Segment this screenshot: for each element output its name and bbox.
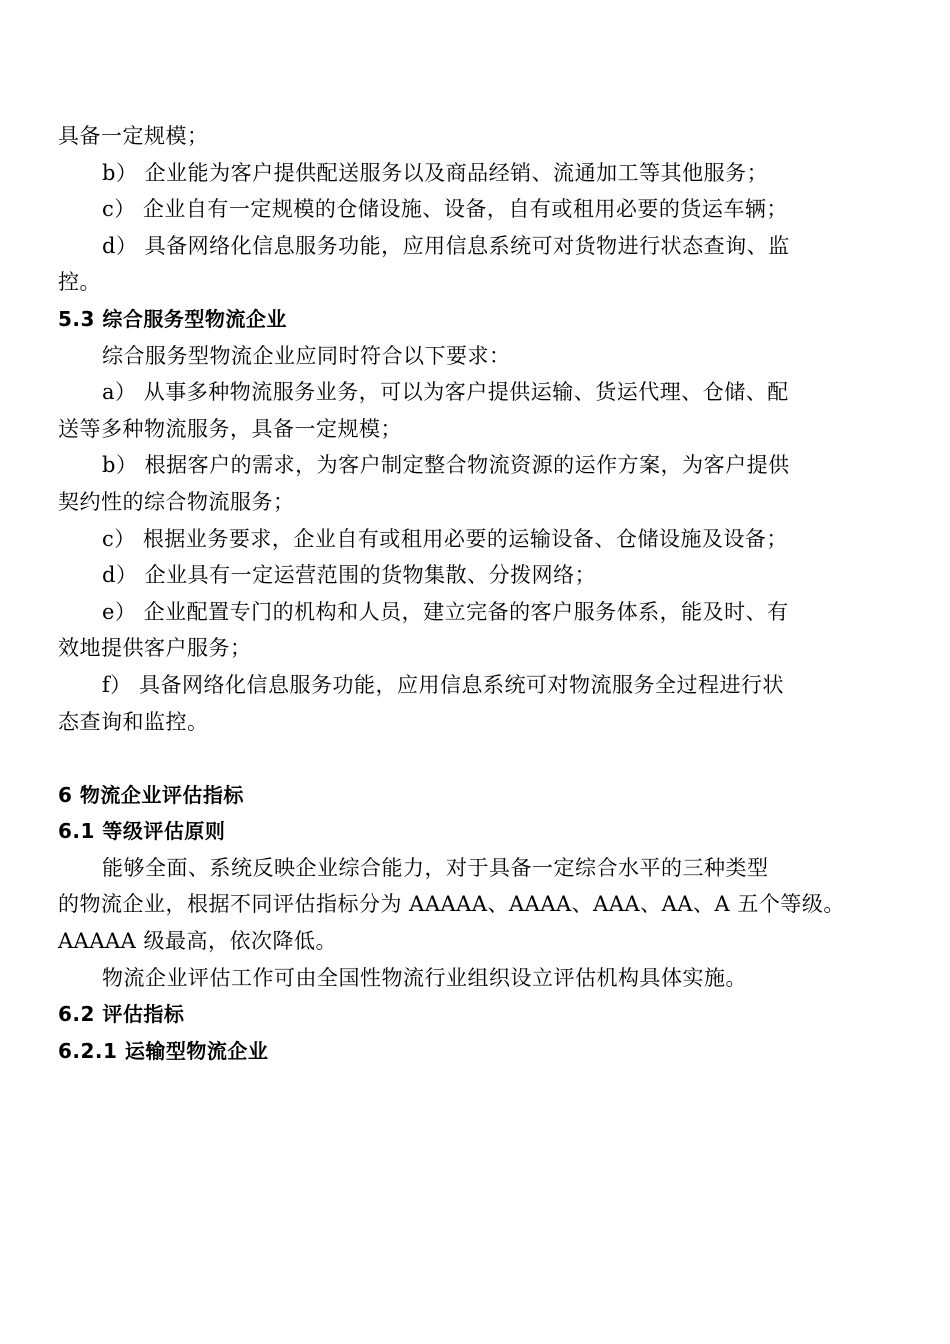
list-item-b: b） 企业能为客户提供配送服务以及商品经销、流通加工等其他服务；: [102, 160, 769, 185]
paragraph-line: AAAAA 级最高，依次降低。: [58, 929, 338, 954]
list-item-e: e） 企业配置专门的机构和人员，建立完备的客户服务体系，能及时、有: [102, 599, 789, 624]
paragraph-line: 物流企业评估工作可由全国性物流行业组织设立评估机构具体实施。: [102, 965, 747, 990]
paragraph-line: 具备一定规模；: [58, 124, 209, 148]
paragraph-line: 综合服务型物流企业应同时符合以下要求：: [102, 343, 511, 368]
section-heading-6-2: 6.2 评估指标: [58, 1002, 185, 1027]
section-heading-6: 6 物流企业评估指标: [58, 782, 244, 807]
list-item-a: a） 从事多种物流服务业务，可以为客户提供运输、货运代理、仓储、配: [102, 380, 789, 405]
section-heading-5-3: 5.3 综合服务型物流企业: [58, 306, 287, 331]
list-item-b: b） 根据客户的需求，为客户制定整合物流资源的运作方案，为客户提供: [102, 453, 790, 478]
blank-line: [58, 740, 838, 777]
list-item-c: c） 根据业务要求，企业自有或租用必要的运输设备、仓储设施及设备；: [102, 526, 788, 551]
paragraph-line: 控。: [58, 270, 101, 295]
list-item-c: c） 企业自有一定规模的仓储设施、设备，自有或租用必要的货运车辆；: [102, 197, 788, 222]
paragraph-line: 能够全面、系统反映企业综合能力，对于具备一定综合水平的三种类型: [102, 855, 769, 880]
paragraph-line: 态查询和监控。: [58, 709, 209, 734]
section-heading-6-1: 6.1 等级评估原则: [58, 819, 226, 844]
paragraph-line: 的物流企业，根据不同评估指标分为 AAAAA、AAAA、AAA、AA、A 五个等级。: [58, 892, 845, 917]
list-item-d: d） 企业具有一定运营范围的货物集散、分拨网络；: [102, 563, 597, 588]
list-item-f: f） 具备网络化信息服务功能，应用信息系统可对物流服务全过程进行状: [102, 672, 784, 697]
paragraph-line: 送等多种物流服务，具备一定规模；: [58, 416, 402, 441]
section-heading-6-2-1: 6.2.1 运输型物流企业: [58, 1038, 269, 1063]
paragraph-line: 效地提供客户服务；: [58, 636, 252, 661]
paragraph-line: 契约性的综合物流服务；: [58, 489, 295, 514]
document-page: [58, 118, 845, 1069]
list-item-d: d） 具备网络化信息服务功能，应用信息系统可对货物进行状态查询、监: [102, 233, 790, 258]
